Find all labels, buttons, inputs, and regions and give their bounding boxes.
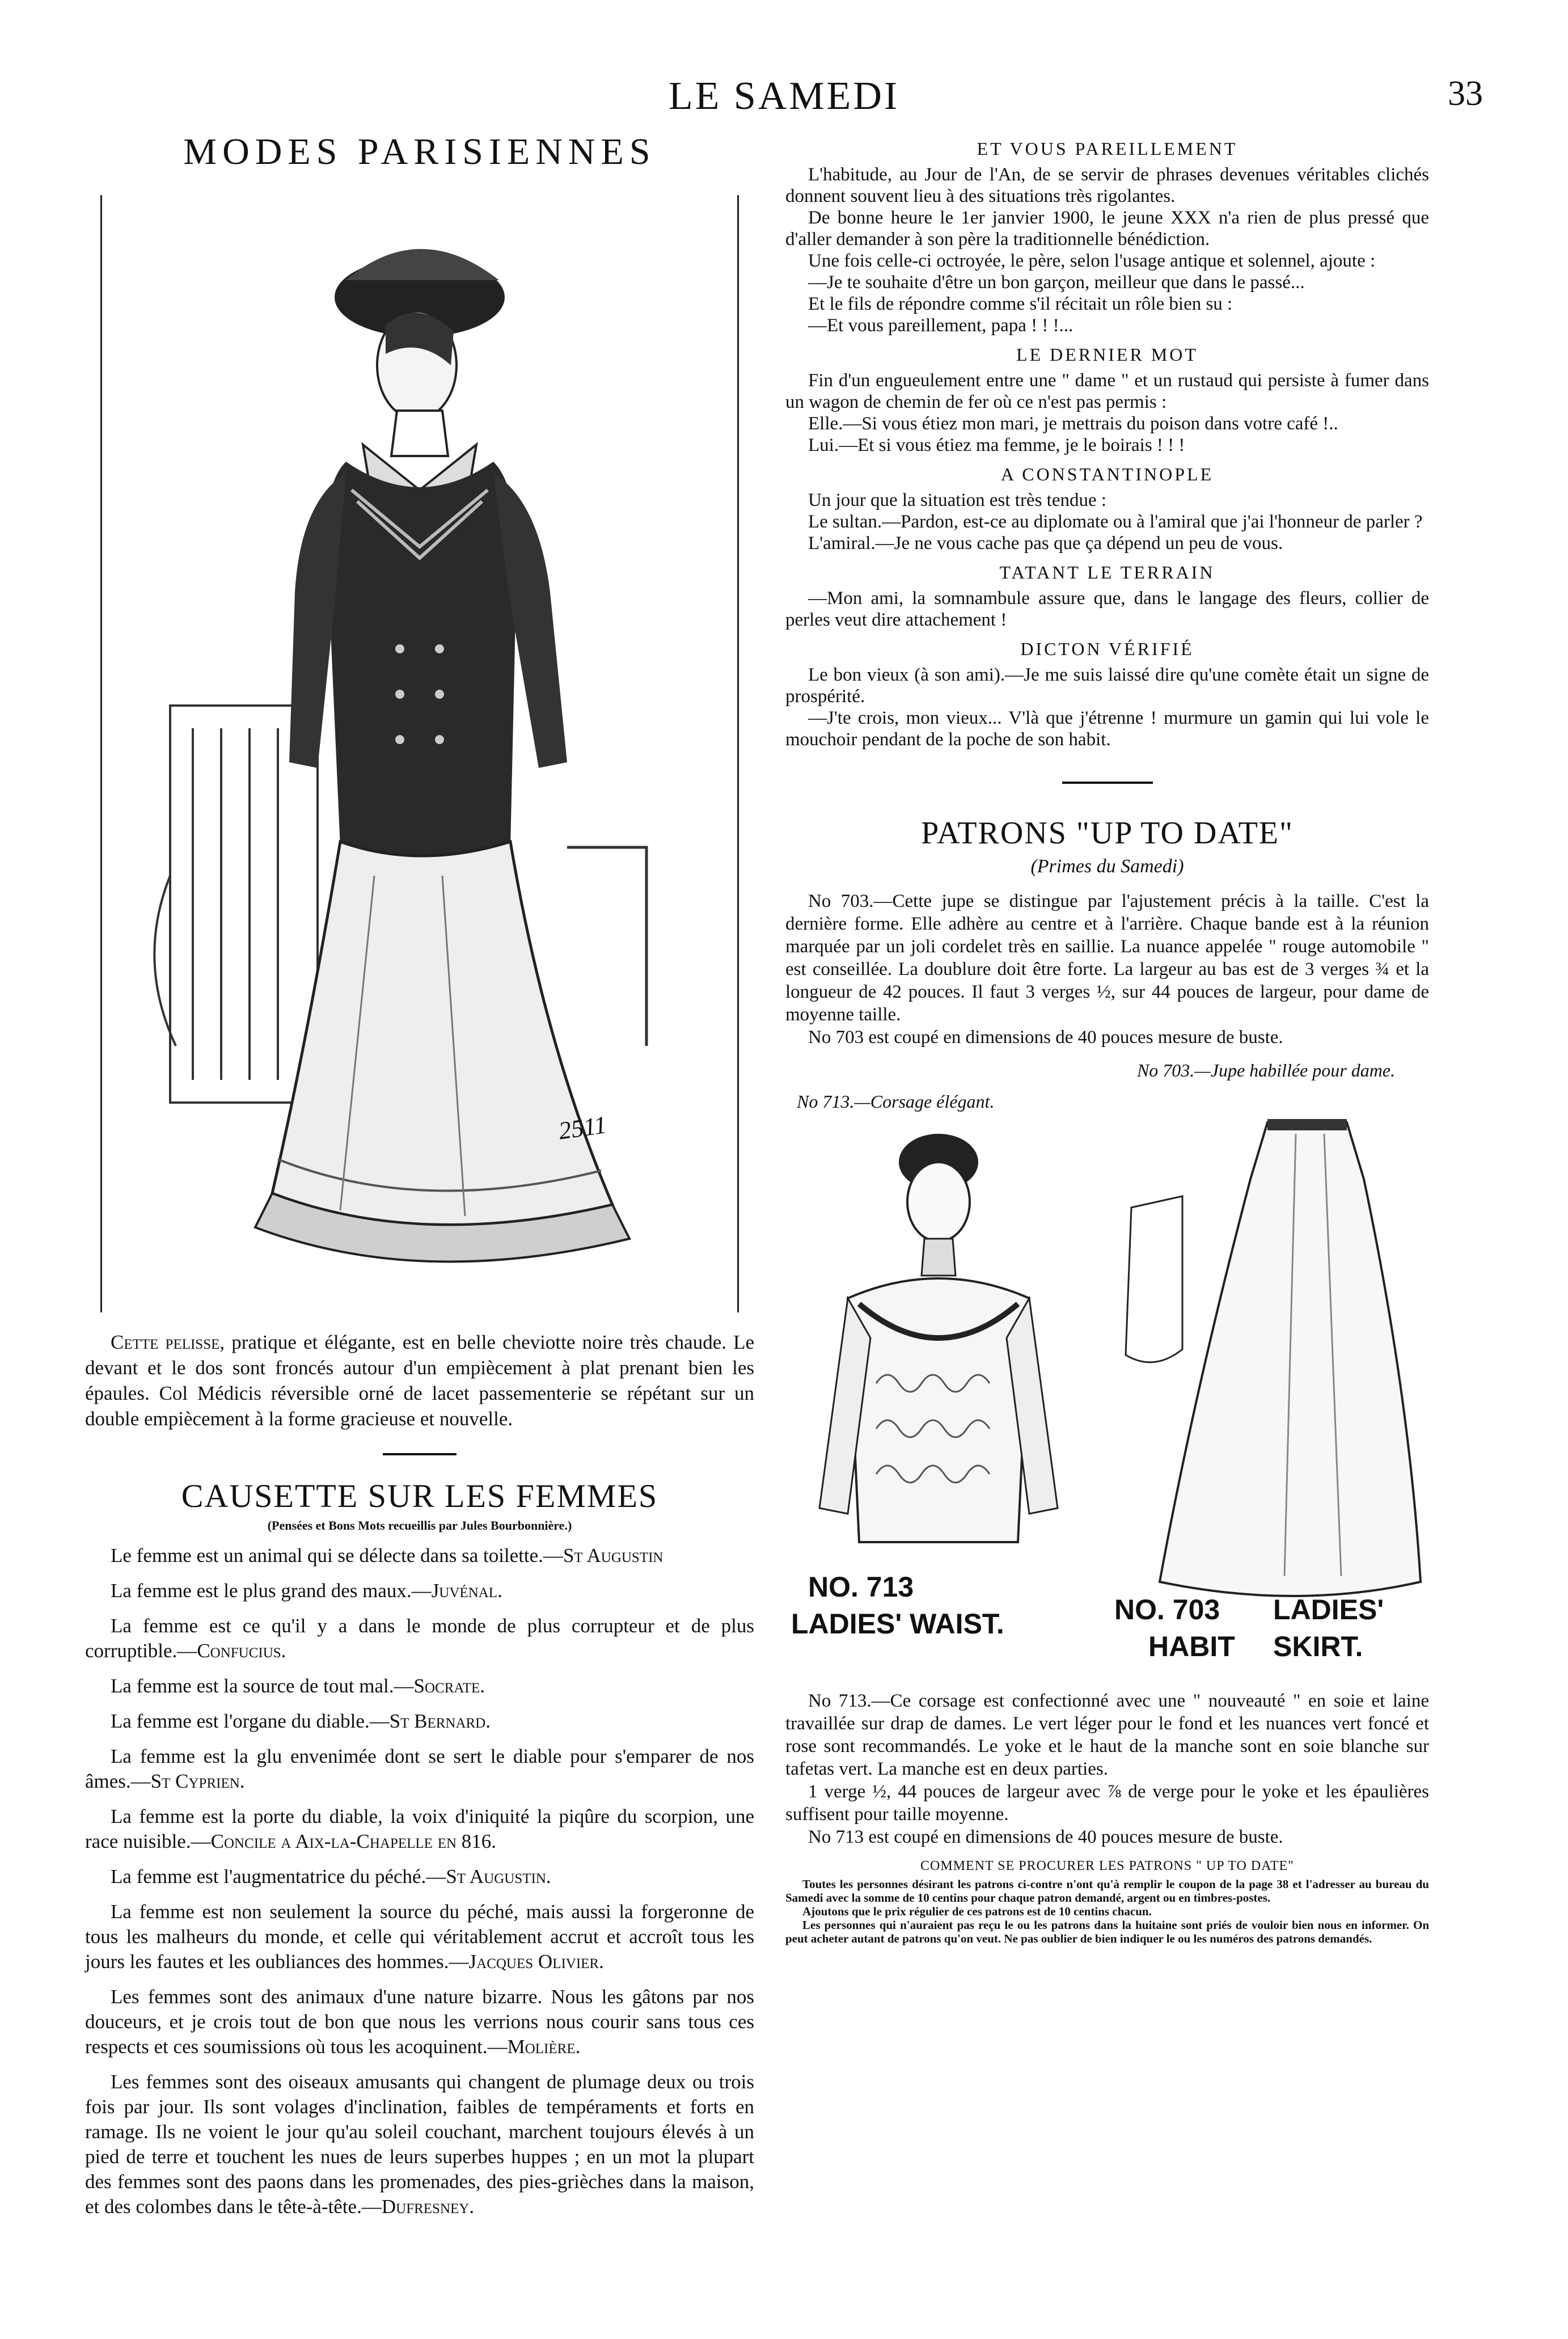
quote: La femme est la source de tout mal.—Socrate.	[111, 1675, 485, 1697]
causette-subtitle: (Pensées et Bons Mots recueillis par Jules Bourbonnière.)	[267, 1518, 572, 1532]
label-713-num: NO. 713	[808, 1571, 914, 1603]
paragraph: Fin d'un engueulement entre une " dame " et un rustaud qui persiste à fumer dans un wagon de chemin de fer où ce n'est pas permis :	[785, 370, 1429, 412]
quote: La femme est ce qu'il y a dans le monde de plus corrupteur et de plus corruptible.—Confucius.	[85, 1615, 754, 1662]
caption-lead: Cette pelisse	[111, 1331, 220, 1353]
howto-title: COMMENT SE PROCURER LES PATRONS " UP TO DATE"	[920, 1859, 1294, 1873]
label-703-c: SKIRT.	[1273, 1631, 1363, 1662]
pattern-703-size: No 703 est coupé en dimensions de 40 pouces mesure de buste.	[808, 1027, 1283, 1048]
item-title: LE DERNIER MOT	[1016, 344, 1198, 365]
pattern-713-size: No 713 est coupé en dimensions de 40 pouces mesure de buste.	[808, 1827, 1283, 1847]
item-title: DICTON VÉRIFIÉ	[1020, 639, 1194, 659]
item-title: TATANT LE TERRAIN	[999, 562, 1215, 582]
paragraph: De bonne heure le 1er janvier 1900, le jeune XXX n'a rien de plus pressé que d'aller demander à son père la traditionnelle bénédiction.	[785, 208, 1429, 250]
fig-caption-713: No 713.—Corsage élégant.	[797, 1091, 995, 1112]
pattern-713-text: No 713.—Ce corsage est confectionné avec une " nouveauté " en soie et laine travaillée sur drap de dames. Le vert léger pour le fond et les nuances vert foncé et rose sont recommandés. Le yoke et le haut de la manche sont en soie blanche sur tafetas vert. La manche est en deux parties.	[785, 1691, 1429, 1779]
paragraph: —J'te crois, mon vieux... V'là que j'étrenne ! murmure un gamin qui lui vole le mouchoir pendant de la poche de son habit.	[785, 708, 1429, 750]
quote: La femme est la glu envenimée dont se sert le diable pour s'emparer de nos âmes.—St Cyprien.	[85, 1745, 754, 1792]
page-number: 33	[1448, 74, 1483, 113]
running-title: LE SAMEDI	[668, 74, 900, 118]
joke-et-vous	[785, 138, 1429, 336]
left-column	[85, 130, 754, 2230]
divider	[383, 1453, 457, 1455]
right-column	[785, 130, 1429, 1945]
howto-paragraph: Toutes les personnes désirant les patrons ci-contre n'ont qu'à remplir le coupon de la page 38 et l'adresser au bureau du Samedi avec la somme de 10 centins pour chaque patron demandé, argent ou en timbres-postes.	[785, 1877, 1429, 1905]
pattern-703-text: No 703.—Cette jupe se distingue par l'ajustement précis à la taille. C'est la dernière forme. Elle adhère au centre et à l'arrière. Chaque bande est à la réunion marquée par un joli cordelet très en saillie. La nuance appelée " rouge automobile " est conseillée. La doublure doit être forte. La largeur au bas est de 3 verges ¾ et la longueur de 42 pouces. Il faut 3 verges ½, sur 44 pouces de largeur, pour dame de moyenne taille.	[785, 891, 1429, 1025]
causette-quotes	[85, 1543, 754, 2219]
quote: La femme est la porte du diable, la voix d'iniquité la piqûre du scorpion, une race nuisible.—Concile a Aix-la-Chapelle en 816.	[85, 1805, 754, 1852]
quote: Les femmes sont des animaux d'une nature bizarre. Nous les gâtons par nos douceurs, et je crois tout de bon que nous les verrions nous courir sans tous ces respects et ces soumissions où tous les acoquinent.—Molière.	[85, 1986, 754, 2058]
paragraph: L'amiral.—Je ne vous cache pas que ça dépend un peu de vous.	[808, 533, 1283, 554]
patterns-drawing	[785, 1111, 1429, 1599]
pelisse-illustration	[100, 195, 739, 1312]
joke-constantinople	[785, 464, 1429, 554]
paragraph: —Mon ami, la somnambule assure que, dans le langage des fleurs, collier de perles veut dire attachement !	[785, 588, 1429, 630]
quote: La femme est le plus grand des maux.—Juvénal.	[111, 1580, 502, 1602]
label-703-b: HABIT	[1148, 1631, 1235, 1662]
paragraph: Le sultan.—Pardon, est-ce au diplomate ou à l'amiral que j'ai l'honneur de parler ?	[808, 512, 1423, 532]
paragraph: Une fois celle-ci octroyée, le père, selon l'usage antique et solennel, ajoute :	[808, 251, 1376, 271]
label-703-num: NO. 703	[1114, 1594, 1220, 1626]
paragraph: —Je te souhaite d'être un bon garçon, meilleur que dans le passé...	[808, 272, 1305, 293]
quote: La femme est l'organe du diable.—St Bernard.	[111, 1710, 491, 1732]
quote: La femme est l'augmentatrice du péché.—St Augustin.	[111, 1865, 551, 1888]
item-title: ET VOUS PAREILLEMENT	[977, 138, 1238, 159]
item-title: A CONSTANTINOPLE	[1000, 464, 1214, 484]
quote: La femme est non seulement la source du péché, mais aussi la forgeronne de tous les malheurs du monde, et celle qui véritablement accrut et accroît tous les jours les fautes et les oubliances des hommes.—Jacques Olivier.	[85, 1901, 754, 1973]
paragraph: Elle.—Si vous étiez mon mari, je mettrais du poison dans votre café !..	[808, 413, 1338, 434]
paragraph: Le bon vieux (à son ami).—Je me suis laissé dire qu'une comète était un signe de prospérité.	[785, 665, 1429, 707]
pattern-713-fabric: 1 verge ½, 44 pouces de largeur avec ⅞ de verge pour le yoke et les épaulières suffisent pour taille moyenne.	[785, 1781, 1429, 1825]
divider	[1062, 782, 1153, 784]
quote: Les femmes sont des oiseaux amusants qui changent de plumage deux ou trois fois par jour. Ils sont volages d'inclination, faibles de tempéraments et forts en ramage. Ils ne voient le jour qu'au soleil couchant, marchent toujours élevés à un pied de terre et touchent les nues de leurs superbes huppes ; en un mot la plupart des femmes sont des paons dans les promenades, des pies-grièches dans la maison, et des colombes dans le tête-à-tête.—Dufresney.	[85, 2071, 754, 2218]
paragraph: Et le fils de répondre comme s'il récitait un rôle bien su :	[808, 294, 1233, 314]
figure-number: 2511	[557, 1111, 608, 1145]
label-713-name: LADIES' WAIST.	[791, 1608, 1004, 1640]
pelisse-caption	[85, 1329, 754, 1432]
paragraph: —Et vous pareillement, papa ! ! !...	[808, 315, 1073, 336]
caption-body: , pratique et élégante, est en belle cheviotte noire très chaude. Le devant et le dos sont froncés autour d'un empiècement à plat prenant bien les épaules. Col Médicis réversible orné de lacet passementerie se répétant sur un double empiècement à la forme gracieuse et nouvelle.	[85, 1331, 754, 1430]
joke-dicton	[785, 639, 1429, 750]
paragraph: Un jour que la situation est très tendue :	[808, 490, 1107, 510]
paragraph: L'habitude, au Jour de l'An, de se servir de phrases devenues véritables clichés donnent souvent lieu à des situations très rigolantes.	[785, 164, 1429, 206]
howto-paragraph: Les personnes qui n'auraient pas reçu le ou les patrons dans la huitaine sont priés de vouloir bien nous en informer. On peut acheter autant de patrons qu'on veut. Ne pas oublier de bien indiquer le ou les numéros des patrons demandés.	[785, 1918, 1429, 1945]
paragraph: Lui.—Et si vous étiez ma femme, je le boirais ! ! !	[808, 435, 1185, 455]
pattern-illustrations	[785, 1049, 1429, 1690]
label-703-a: LADIES'	[1273, 1594, 1384, 1626]
patrons-title: PATRONS "UP TO DATE"	[921, 816, 1294, 851]
fig-caption-703: No 703.—Jupe habillée pour dame.	[1136, 1060, 1395, 1080]
joke-dernier-mot	[785, 344, 1429, 456]
joke-tatant	[785, 562, 1429, 631]
causette-title: CAUSETTE SUR LES FEMMES	[181, 1477, 658, 1514]
patrons-subtitle: (Primes du Samedi)	[1030, 856, 1184, 877]
section-title: MODES PARISIENNES	[183, 131, 656, 172]
quote: Le femme est un animal qui se délecte dans sa toilette.—St Augustin	[111, 1544, 663, 1567]
pelisse-drawing	[102, 195, 737, 1312]
howto-paragraph: Ajoutons que le prix régulier de ces patrons est de 10 centins chacun.	[802, 1905, 1152, 1918]
